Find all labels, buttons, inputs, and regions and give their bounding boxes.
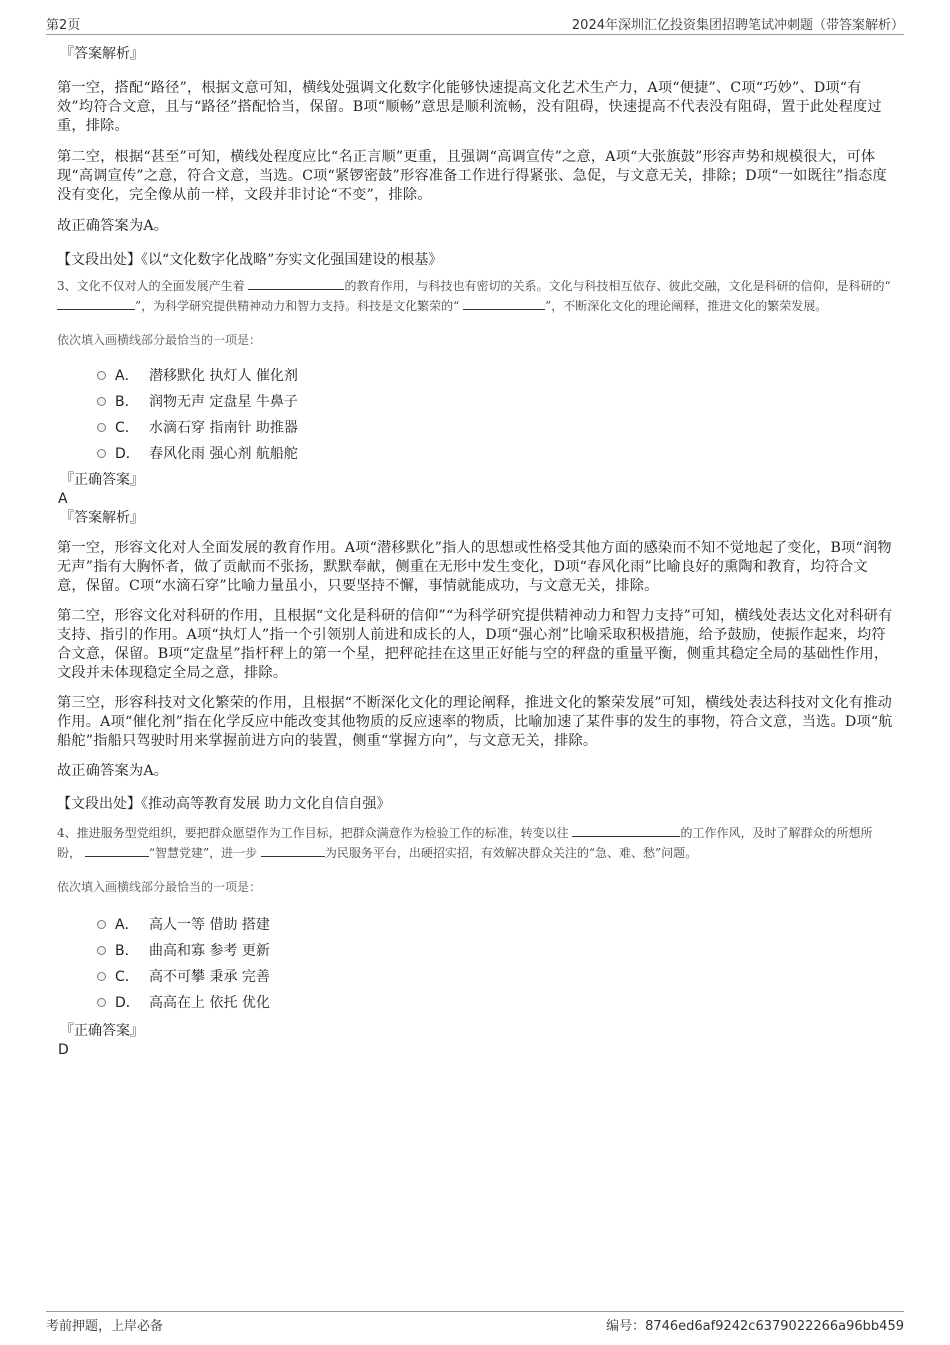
option-d[interactable]: [97, 440, 893, 466]
document-title: 2024年深圳汇亿投资集团招聘笔试冲刺题（带答案解析）: [571, 18, 904, 33]
option-a[interactable]: [97, 362, 893, 388]
option-c[interactable]: [97, 414, 893, 440]
option-text: 春风化雨 强心剂 航船舵: [149, 446, 298, 462]
option-letter: D．: [115, 995, 140, 1011]
fill-blank: [572, 825, 680, 837]
option-letter: B．: [115, 943, 139, 959]
option-letter: D．: [115, 446, 140, 462]
correct-answer-label: 『正确答案』: [60, 1023, 144, 1039]
question-instruction: 依次填入画横线部分最恰当的一项是：: [57, 333, 262, 347]
option-letter: A．: [115, 368, 139, 384]
option-b[interactable]: [97, 937, 893, 963]
radio-button[interactable]: [97, 946, 106, 955]
option-a[interactable]: [97, 911, 893, 937]
page-number: 第2页: [46, 18, 81, 33]
passage-source: 【文段出处】《以“文化数字化战略”夯实文化强国建设的根基》: [57, 252, 443, 268]
analysis-paragraph: 第一空，形容文化对人全面发展的教育作用。A项“潜移默化”指人的思想或性格受其他方面的感染而不知不觉地起了变化，B项“润物无声”指有大胸怀者，做了贡献而不张扬，默默奉献，侧重在无形中发生变化，D项“春风化雨”比喻良好的熏陶和教育，均符合文意，保留。C项“水滴石穿”比喻力量虽小，只要坚持不懈，事情就能成功，与文意无关，排除。: [57, 540, 892, 594]
option-text: 水滴石穿 指南针 助推器: [149, 420, 298, 436]
fill-blank: [463, 298, 545, 310]
option-letter: B．: [115, 394, 139, 410]
analysis-paragraph: 第三空，形容科技对文化繁荣的作用，且根据“不断深化文化的理论阐释，推进文化的繁荣发展”可知，横线处表达科技对文化有推动作用。A项“催化剂”指在化学反应中能改变其他物质的反应速率的物质，比喻加速了某件事的发生的事物，符合文意，当选。D项“航船舵”指船只驾驶时用来掌握前进方向的装置，侧重“掌握方向”，与文意无关，排除。: [57, 695, 893, 749]
correct-answer-label: 『正确答案』: [60, 472, 144, 488]
question-instruction: 依次填入画横线部分最恰当的一项是：: [57, 880, 262, 894]
question-3-stem: 3、文化不仅对人的全面发展产生着 的教育作用，与科技也有密切的关系。文化与科技相互依存、彼此交融，文化是科研的信仰，是科研的“ ”，为科学研究提供精神动力和智力支持。科技是文化繁荣的“ ”，不断深化文化的理论阐释，推进文化的繁荣发展。: [57, 279, 891, 313]
question-3-options: [97, 362, 893, 466]
option-letter: A．: [115, 917, 139, 933]
page-footer: [46, 1311, 904, 1334]
radio-button[interactable]: [97, 371, 106, 380]
radio-button[interactable]: [97, 449, 106, 458]
radio-button[interactable]: [97, 423, 106, 432]
radio-button[interactable]: [97, 972, 106, 981]
page-content: [57, 44, 893, 1059]
radio-button[interactable]: [97, 920, 106, 929]
answer-conclusion: 故正确答案为A。: [57, 763, 169, 779]
fill-blank: [85, 845, 149, 857]
option-text: 潜移默化 执灯人 催化剂: [149, 368, 298, 384]
passage-source: 【文段出处】《推动高等教育发展 助力文化自信自强》: [57, 796, 391, 812]
radio-button[interactable]: [97, 397, 106, 406]
fill-blank: [57, 298, 135, 310]
analysis-paragraph: 第二空，形容文化对科研的作用，且根据“文化是科研的信仰”“为科学研究提供精神动力和智力支持”可知，横线处表达文化对科研有支持、指引的作用。A项“执灯人”指一个引领别人前进和成长的人，D项“强心剂”比喻采取积极措施，给予鼓励，使振作起来，均符合文意，保留。B项“定盘星”指杆秤上的第一个星，把秤砣挂在这里正好能与空的秤盘的重量平衡，侧重其稳定全局的基础性作用，文段并未体现稳定全局之意，排除。: [57, 608, 893, 681]
option-text: 高高在上 依托 优化: [149, 995, 270, 1011]
option-letter: C．: [115, 420, 139, 436]
document-code: 编号：8746ed6af9242c6379022266a96bb459: [606, 1319, 904, 1334]
option-text: 高人一等 借助 搭建: [149, 917, 270, 933]
option-text: 曲高和寡 参考 更新: [149, 943, 270, 959]
option-b[interactable]: [97, 388, 893, 414]
radio-button[interactable]: [97, 998, 106, 1007]
fill-blank: [248, 278, 344, 290]
correct-answer: D: [58, 1042, 69, 1058]
analysis-paragraph: 第二空，根据“甚至”可知，横线处程度应比“名正言顺”更重，且强调“高调宣传”之意，A项“大张旗鼓”形容声势和规模很大，可体现“高调宣传”之意，符合文意，当选。C项“紧锣密鼓”形容准备工作进行得紧张、急促，与文意无关，排除；D项“一如既往”指态度没有变化，完全像从前一样，文段并非讨论“不变”，排除。: [57, 149, 887, 203]
question-4-stem: 4、推进服务型党组织，要把群众愿望作为工作目标，把群众满意作为检验工作的标准，转变以往 的工作作风，及时了解群众的所想所盼， “智慧党建”，进一步 为民服务平台，出硬招实招，有效解决群众关注的“急、难、愁”问题。: [57, 826, 873, 860]
footer-slogan: 考前押题，上岸必备: [46, 1319, 164, 1334]
analysis-paragraph: 第一空，搭配“路径”，根据文意可知，横线处强调文化数字化能够快速提高文化艺术生产力，A项“便捷”、C项“巧妙”、D项“有效”均符合文意，且与“路径”搭配恰当，保留。B项“顺畅”意思是顺利流畅，没有阻碍，快速提高不代表没有阻碍，置于此处程度过重，排除。: [57, 80, 882, 134]
option-text: 高不可攀 秉承 完善: [149, 969, 270, 985]
question-4-options: [97, 911, 893, 1015]
answer-conclusion: 故正确答案为A。: [57, 218, 169, 234]
correct-answer: A: [58, 491, 68, 507]
answer-analysis-label: 『答案解析』: [60, 510, 144, 526]
page-header: [46, 12, 904, 35]
option-d[interactable]: [97, 989, 893, 1015]
option-c[interactable]: [97, 963, 893, 989]
option-text: 润物无声 定盘星 牛鼻子: [149, 394, 298, 410]
answer-analysis-label: 『答案解析』: [60, 46, 144, 62]
option-letter: C．: [115, 969, 139, 985]
fill-blank: [261, 845, 325, 857]
